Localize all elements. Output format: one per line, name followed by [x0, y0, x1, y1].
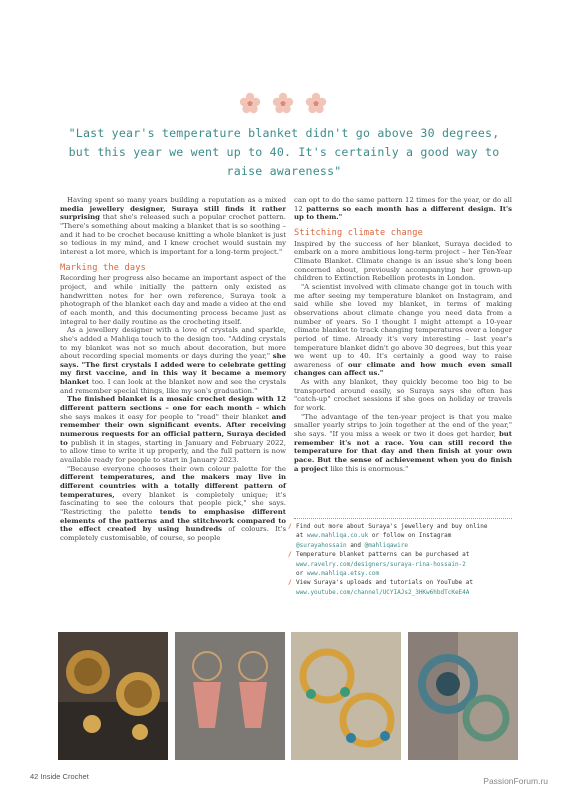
- paragraph: [294, 283, 512, 378]
- watermark: PassionForum.ru: [483, 776, 548, 786]
- bold-text: media jewellery designer, Suraya still finds it rather surprising: [60, 204, 286, 222]
- text: View Suraya's uploads and tutorials on YouTube at: [296, 579, 474, 587]
- photo-gold-earrings: [58, 632, 168, 760]
- paragraph: As with any blanket, they quickly become too big to be transported around easily, so Suraya says she often has "catch-up" crochet sessions if she goes on holiday or travels for work.: [294, 378, 512, 413]
- website-link[interactable]: www.mahliqa.co.uk: [306, 532, 369, 540]
- bold-text: different temperatures, and the makers may live in different countries with a totally different pattern of temperatures,: [60, 473, 286, 499]
- ravelry-link[interactable]: www.ravelry.com/designers/suraya-rina-hossain-2: [296, 560, 466, 568]
- bold-text: temperature for that day and then finish at your own pace.: [294, 447, 512, 465]
- info-item: [288, 522, 520, 550]
- paragraph: [294, 413, 512, 474]
- section-heading: Stitching climate change: [294, 227, 423, 238]
- paragraph: [60, 196, 286, 257]
- bold-text: tends to emphasise different elements of the patterns and the stitchwork compared to the effect created by using hundreds: [60, 507, 286, 534]
- bold-text: But the sense of achievement when you do finish a project: [294, 456, 512, 473]
- page-footer: [30, 772, 89, 781]
- info-item: [288, 578, 520, 597]
- etsy-link[interactable]: www.mahliqa.etsy.com: [306, 570, 380, 578]
- text: too. I can look at the blanket now and see the crystals and remember special things, like my son's graduation.": [60, 378, 286, 395]
- pull-quote: "Last year's temperature blanket didn't go above 30 degrees, but this year we went up to 40. It's certainly a good way to raise awareness": [68, 126, 500, 178]
- photo-green-hoops: [291, 632, 401, 760]
- text: "Because everyone chooses their own colour palette for the: [67, 464, 286, 473]
- text: "The advantage of the ten-year project is that you make smaller yearly strips to join together at the end of the year," she says. "If you miss a week or two it does get harder,: [294, 412, 512, 439]
- text: or follow on Instagram: [368, 532, 452, 540]
- bold-text: patterns so each month has a different design. It's up to them.": [294, 204, 512, 222]
- youtube-link[interactable]: www.youtube.com/channel/UCYIAJs2_3HKw6hbdTcKeE4A: [296, 588, 470, 596]
- instagram-link[interactable]: @mahliqawire: [364, 541, 408, 549]
- text: publish it in stages, starting in January and February 2022, to allow time to write it up properly, and the full pattern is now available ready for people to start in January 2023.: [60, 438, 286, 465]
- text: can opt to do the same pattern 12 times for the year, or do all 12: [294, 196, 512, 213]
- bold-text: and remember their own significant events. After receiving numerous requests for an official pattern, Suraya decided to: [60, 412, 287, 447]
- photo-crochet-blanket: [408, 632, 518, 760]
- bold-text: The finished blanket is a mosaic crochet design with 12 different pattern sections – one for each month – which: [60, 395, 286, 413]
- text: As a jewellery designer with a love of crystals and sparkle, she's added a Mahliqa touch to the design too. "Adding crystals to my blanket was not so much about decoration, but more about recording special moments or days during the year,": [60, 326, 286, 361]
- section-heading: Marking the days: [60, 262, 146, 273]
- page-number: 42: [30, 772, 39, 781]
- text: that she's released such a popular crochet pattern. "There's something about making a blanket that is so soothing – and it had to be crochet because knitting a whole blanket is just so tedious in my mind, and I knew crochet would sustain my interest a lot more, which is important for a long-term project.": [60, 213, 286, 256]
- info-box: [288, 522, 520, 597]
- text: Find out more about Suraya's jewellery and buy online: [296, 523, 488, 530]
- paragraph: [60, 326, 286, 395]
- text: every blanket is completely unique; it's fascinating to see the colours that people pick," she says. "Restricting the palette: [60, 490, 286, 516]
- bold-text: our climate and how much even small changes can affect us.": [294, 360, 512, 378]
- right-column: [294, 196, 512, 473]
- paragraph: Recording her progress also became an important aspect of the project, and while initially the pattern only existed as handwritten notes for her own reference, Suraya took a photograph of the blanket each day and made a video at the end of each month, and this documenting process became just as integral to her daily routine as the crocheting itself.: [60, 274, 286, 326]
- text: of colours. It's completely customisable, of course, so people: [60, 525, 286, 542]
- text: she says makes it easy for people to "read" their blanket: [60, 412, 269, 421]
- paragraph: Inspired by the success of her blanket, Suraya decided to embark on a more ambitious long-term project – her Ten-Year Climate Blanket. Climate change is an issue she's long been concerned about, previously accompanying her grown-up children to Extinction Rebellion protests in London.: [294, 239, 512, 283]
- text: like this is enormous.": [330, 464, 409, 473]
- text: at: [296, 532, 307, 540]
- text: Temperature blanket patterns can be purchased at: [296, 551, 470, 559]
- photo-pink-earrings: [175, 632, 285, 760]
- magazine-title: Inside Crochet: [40, 772, 89, 781]
- divider: [294, 518, 512, 519]
- instagram-link[interactable]: @surayahossain: [296, 541, 347, 549]
- slash-bullet-icon: /: [288, 551, 292, 559]
- flower-ornament: [0, 92, 566, 118]
- photo-strip: [58, 632, 518, 760]
- bold-text: she says. "The first crystals I added were to celebrate getting my first vaccine, and in this way it became a memory blanket: [60, 352, 286, 387]
- text: or: [296, 570, 307, 578]
- flower-icon: [272, 92, 294, 114]
- slash-bullet-icon: /: [288, 523, 292, 530]
- info-item: [288, 550, 520, 578]
- left-column: [60, 196, 286, 543]
- flower-icon: [239, 92, 261, 114]
- text: and: [346, 541, 365, 549]
- flower-icon: [305, 92, 327, 114]
- text: "A scientist involved with climate change got in touch with me after seeing my temperature blanket on Instagram, and said while she loved my blanket, in terms of making observations about climate change you need data from a number of years. So I thought I might attempt a 10-year climate blanket to track changing temperatures over a longer period of time. Already it's very interesting – last year's temperature blanket didn't go above 30 degrees, but this year we went up to 40. It's certainly a good way to raise awareness of: [294, 282, 512, 369]
- paragraph: [60, 465, 286, 543]
- paragraph: [294, 196, 512, 222]
- text: Having spent so many years building a reputation as a mixed: [67, 196, 286, 204]
- paragraph: [60, 395, 286, 464]
- bold-text: but remember it's not a race. You can still record the: [294, 430, 512, 447]
- slash-bullet-icon: /: [288, 579, 292, 587]
